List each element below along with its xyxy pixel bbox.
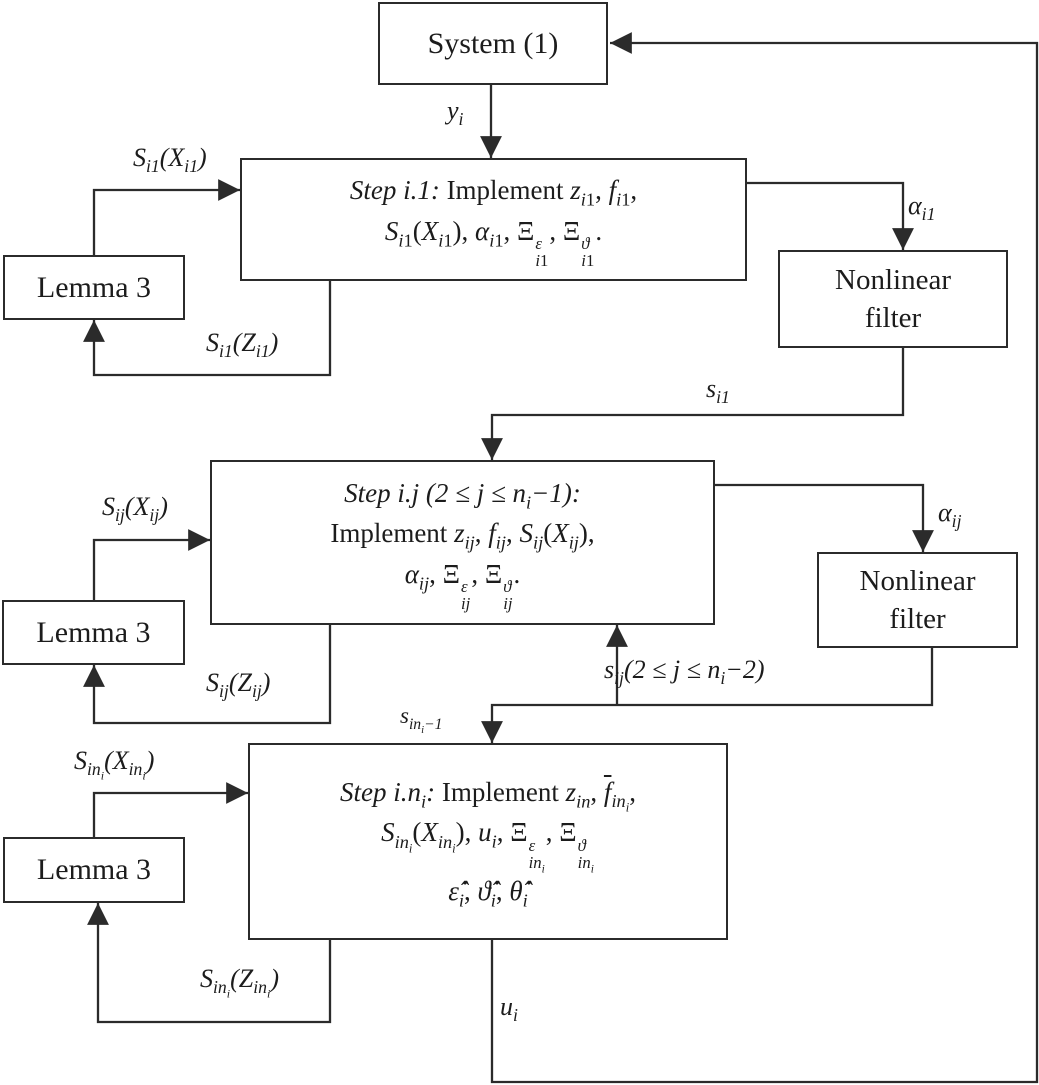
lemma3-box-1 (3, 255, 185, 320)
edge-label-sin-minus1: $s_{in_i-1}$ (400, 703, 443, 736)
lemma3-box-1-label: Lemma 3 (36, 270, 152, 304)
edge-label-Sij-Zij: $S_{ij}(Z_{ij})$ (206, 668, 271, 702)
edge-label-Si1-Xi1: $S_{i1}(X_{i1})$ (133, 143, 207, 177)
nonlinear-filter-2-box (817, 552, 1018, 648)
wire-lemma1-to-step1 (94, 190, 240, 255)
lemma3-box-3 (3, 837, 185, 903)
step-i1-line: $S_{i1}(X_{i1})$, $\alpha_{i1}$, Ξ ε i1 , Ξ ϑ i1 . (384, 215, 603, 270)
step-i1-line: Step i.1: Implement $z_{i1}$, $f_{i1}$, (349, 175, 638, 210)
edge-label-ui: $u_i$ (500, 992, 518, 1026)
wire-filter1-to-stepj-s (492, 348, 903, 460)
edge-label-yi: $y_i$ (447, 96, 464, 130)
filter-1-line: filter (864, 302, 922, 334)
filter-1-line: Nonlinear (835, 263, 951, 296)
filter-2-line: Nonlinear (859, 564, 976, 597)
edge-label-alpha-ij: $\alpha_{ij}$ (938, 498, 962, 532)
edge-label-Sin-Zin: $S_{in_i}(Z_{in_i})$ (200, 964, 279, 1001)
wire-lemma3-to-stepn (94, 793, 248, 837)
lemma3-box-3-label: Lemma 3 (36, 853, 152, 886)
edge-label-sij-range: $s_{ij}(2 \le j \le n_i-2)$ (604, 655, 765, 689)
filter-2-line: filter (889, 603, 946, 635)
step-ini-line: $\varepsilon̂̇_i$, $ϑ̂̇_i$, $\thetâ̇_i$ (448, 875, 528, 911)
nonlinear-filter-1-box (778, 250, 1008, 348)
step-ij-box (210, 460, 715, 625)
lemma3-box-2-label: Lemma 3 (36, 615, 151, 649)
edge-label-Sin-Xin: $S_{in_i}(X_{in_i})$ (74, 746, 155, 783)
edge-label-Sij-Xij: $S_{ij}(X_{ij})$ (102, 492, 168, 526)
step-ij-line: $\alpha_{ij}$, Ξ ε ij , Ξ ϑ ij . (404, 558, 521, 614)
system-box (378, 2, 608, 85)
wire-lemma2-to-stepj (94, 540, 210, 600)
edge-label-alpha-i1: $\alpha_{i1}$ (908, 191, 936, 225)
step-i1-box (240, 158, 747, 281)
step-ini-box (248, 743, 728, 940)
step-ini-line: $S_{in_i}(X_{in_i})$, $u_i$, Ξ ε $in_i$ , Ξ ϑ $in_i$ (381, 817, 594, 875)
lemma3-box-2 (2, 600, 185, 665)
wire-step1-to-filter1-alpha (747, 183, 903, 250)
step-ij-line: Step i.j $(2 \le j \le n_i-1)$: (344, 477, 581, 513)
system-box-label: System (1) (427, 26, 559, 60)
step-ij-line: Implement $z_{ij}$, $f_{ij}$, $S_{ij}(X_{ij})$, (330, 518, 595, 553)
wire-stepj-to-filter2-alpha (715, 485, 923, 552)
edge-label-si1: $s_{i1}$ (706, 374, 730, 408)
step-ini-line: Step $i.n_i$: Implement $z_{in}$, $\overline{f}_{in_i}$, (340, 776, 636, 815)
edge-label-Si1-Zi1: $S_{i1}(Z_{i1})$ (206, 328, 279, 362)
